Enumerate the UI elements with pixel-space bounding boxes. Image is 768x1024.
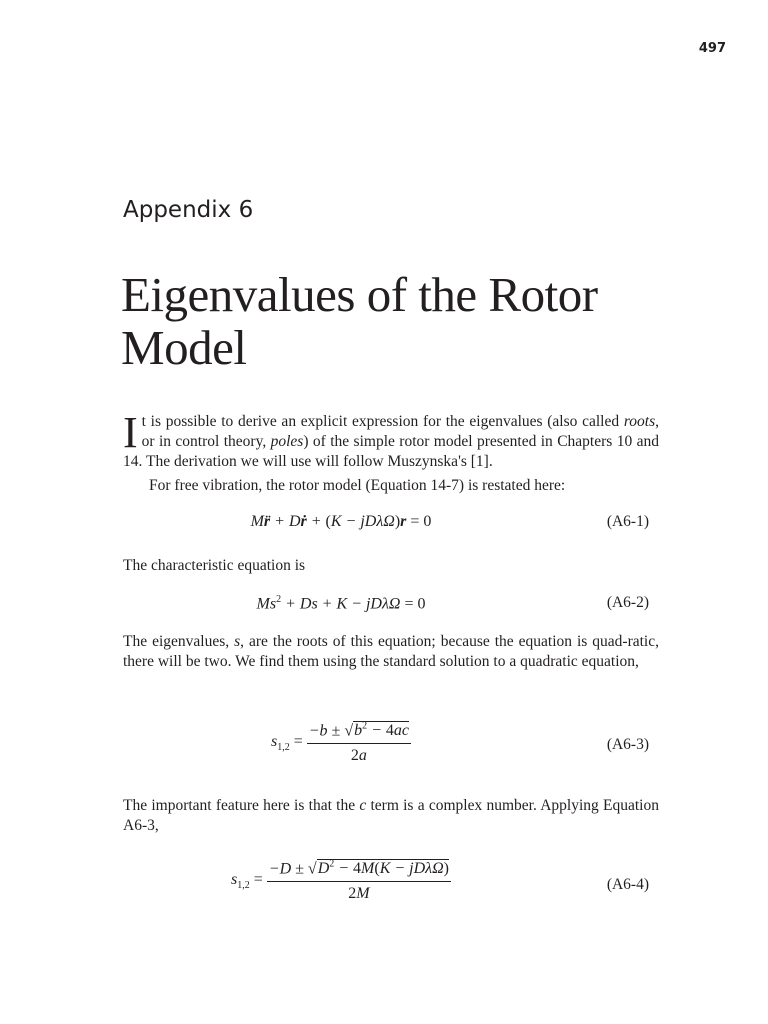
chapter-title-line-2: Model	[121, 320, 247, 375]
equation-number: (A6-2)	[606, 594, 649, 611]
equation-number: (A6-3)	[606, 736, 649, 753]
eigenvalues-text-2: , are the roots of this equation; because the equation is quad-ratic, there will be two. We find them using the standard solution to a quadratic equation,	[123, 633, 659, 670]
characteristic-paragraph: The characteristic equation is	[123, 557, 306, 574]
equation-number: (A6-1)	[606, 513, 649, 530]
equation-a6-1-body: Mr̈ + Dṙ + (K − jDλΩ)r = 0	[250, 513, 432, 530]
intro-paragraph	[123, 408, 659, 472]
equation-a6-4-body: $s_{1,2}$ = $\frac{-D \pm √D^2 - 4M(K - jD\lambda\Omega)}{2M}$	[231, 859, 449, 903]
complex-emphasis-c: c	[359, 797, 367, 814]
free-vibration-paragraph: For free vibration, the rotor model (Equation 14-7) is restated here:	[149, 477, 566, 494]
equation-a6-4	[123, 860, 659, 904]
intro-text-1: t is possible to derive an explicit expression for the eigenvalues (also called	[141, 413, 624, 430]
intro-emphasis-roots: roots	[623, 413, 656, 430]
page-number: 497	[698, 41, 726, 56]
intro-text-2: , or in control theory,	[141, 413, 659, 450]
chapter-title-line-1: Eigenvalues of the Rotor	[121, 267, 598, 322]
intro-emphasis-poles: poles	[270, 433, 304, 450]
complex-text-1: The important feature here is that the	[123, 797, 360, 814]
eigenvalues-emphasis-s: s	[234, 633, 241, 650]
equation-a6-1	[123, 513, 659, 557]
appendix-label: Appendix 6	[123, 197, 254, 223]
chapter-title	[121, 268, 598, 374]
eigenvalues-paragraph	[123, 632, 659, 672]
equation-a6-3	[123, 722, 659, 766]
intro-text-3: ) of the simple rotor model presented in Chapters 10 and 14. The derivation we will use will follow Muszynska's [1].	[123, 433, 659, 470]
equation-number: (A6-4)	[606, 876, 649, 893]
drop-cap: I	[123, 408, 138, 457]
complex-text-2: term is a complex number. Applying Equation A6-3,	[123, 797, 659, 834]
equation-a6-2-body: $Ms^2 + Ds + K - jD\lambda\Omega = 0$	[256, 594, 426, 613]
complex-term-paragraph	[123, 796, 659, 836]
eigenvalues-text-1: The eigenvalues,	[123, 633, 235, 650]
equation-a6-3-body: $s_{1,2}$ = $\frac{-b \pm √b^2 - 4ac}{2a}$	[270, 721, 410, 765]
